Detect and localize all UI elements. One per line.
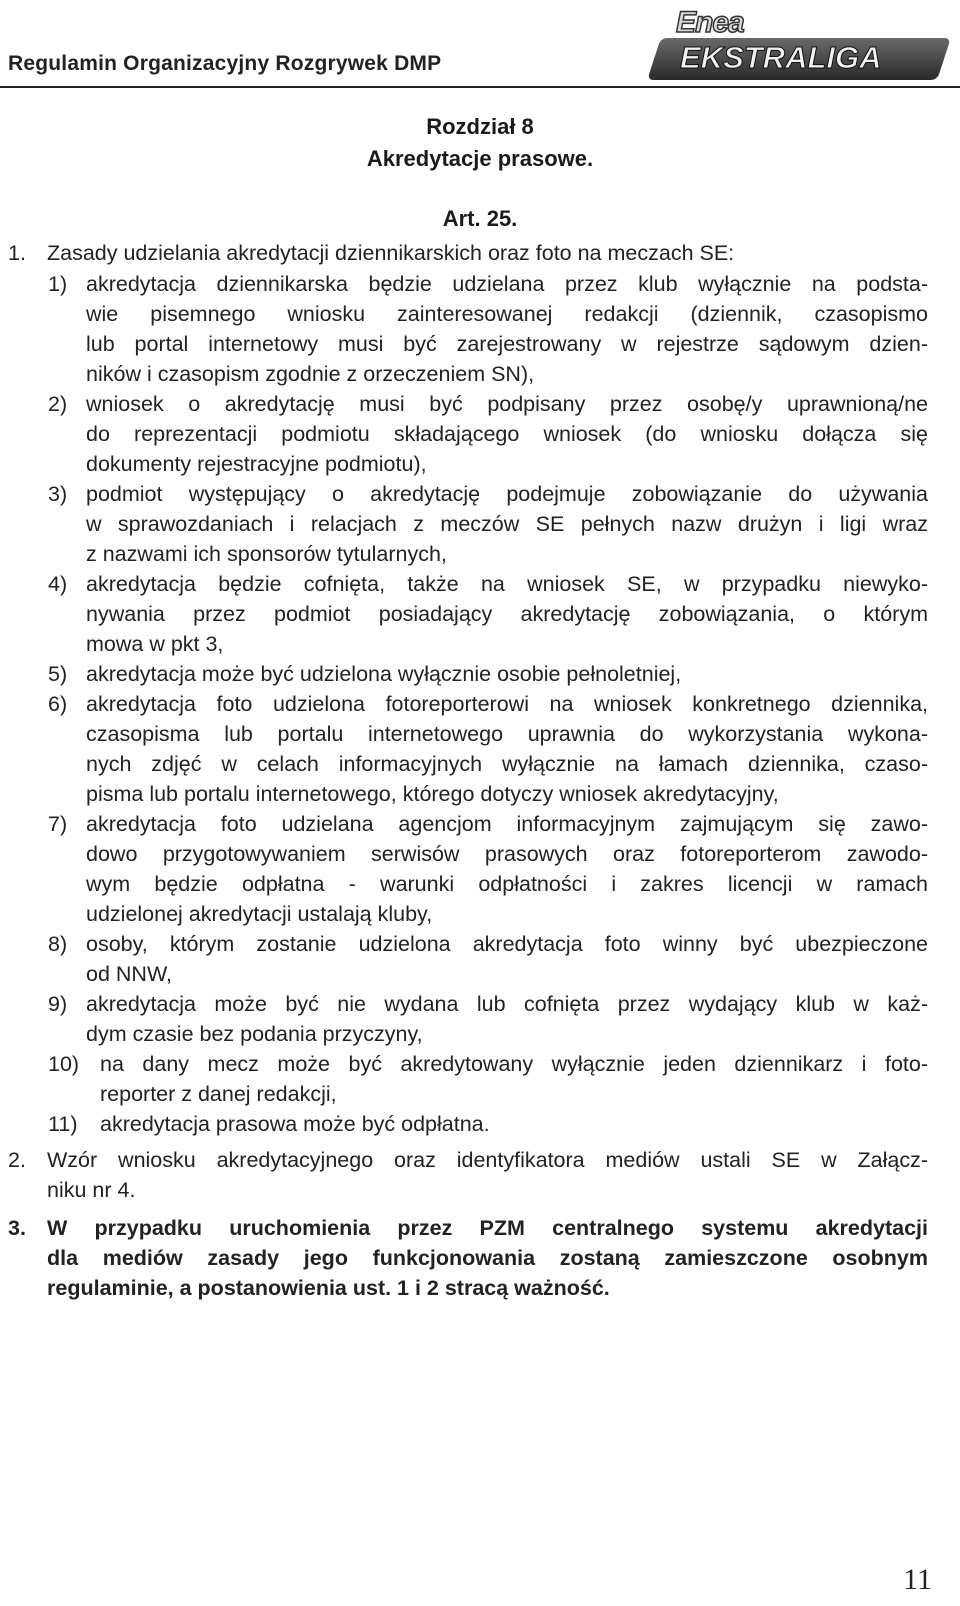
chapter-number: Rozdział 8: [426, 114, 534, 139]
body-text-line: nywania przez podmiot posiadający akredytację zobowiązania, o którym: [86, 602, 928, 626]
list-item-number: 2): [48, 392, 68, 416]
body-text-line: czasopisma lub portalu internetowego uprawnia do wykorzystania wykona-: [86, 722, 928, 746]
body-text-line: mowa w pkt 3,: [86, 632, 224, 656]
chapter-title: Akredytacje prasowe.: [366, 146, 594, 171]
body-text-line: W przypadku uruchomienia przez PZM centralnego systemu akredytacji: [47, 1216, 928, 1240]
body-text-line: akredytacja foto udzielona fotoreporterowi na wniosek konkretnego dziennika,: [86, 692, 928, 716]
body-text-line: nych zdjęć w celach informacyjnych wyłącznie na łamach dziennika, czaso-: [86, 752, 928, 776]
list-item-number: 10): [48, 1052, 80, 1076]
body-text-line: Zasady udzielania akredytacji dziennikarskich oraz foto na meczach SE:: [47, 241, 735, 265]
document-title: Regulamin Organizacyjny Rozgrywek DMP: [8, 52, 442, 75]
body-text-line: od NNW,: [86, 962, 173, 986]
body-text-line: dym czasie bez podania przyczyny,: [86, 1022, 423, 1046]
list-item-number: 4): [48, 572, 68, 596]
body-text-line: reporter z danej redakcji,: [100, 1082, 337, 1106]
body-text-line: niku nr 4.: [47, 1178, 136, 1202]
body-text-line: wniosek o akredytację musi być podpisany przez osobę/y uprawnioną/ne: [86, 392, 928, 416]
list-item-number: 11): [48, 1112, 78, 1136]
list-item-number: 2.: [8, 1148, 26, 1172]
list-item-number: 9): [48, 992, 68, 1016]
logo-enea-text: Enea: [676, 6, 744, 39]
list-item-number: 6): [48, 692, 68, 716]
body-text-line: udzielonej akredytacji ustalają kluby,: [86, 902, 433, 926]
body-text-line: ników i czasopism zgodnie z orzeczeniem SN),: [86, 362, 535, 386]
body-text-line: dokumenty rejestracyjne podmiotu),: [86, 452, 427, 476]
body-text-line: w sprawozdaniach i relacjach z meczów SE pełnych nazw drużyn i ligi wraz: [86, 512, 928, 536]
list-item-number: 1): [48, 272, 68, 296]
body-text-line: lub portal internetowy musi być zarejestrowany w rejestrze sądowym dzien-: [86, 332, 928, 356]
body-text-line: na dany mecz może być akredytowany wyłącznie jeden dziennikarz i foto-: [100, 1052, 928, 1076]
body-text-line: do reprezentacji podmiotu składającego wniosek (do wniosku dołącza się: [86, 422, 928, 446]
body-text-line: akredytacja może być udzielona wyłącznie osobie pełnoletniej,: [86, 662, 682, 686]
body-text-line: regulaminie, a postanowienia ust. 1 i 2 stracą ważność.: [47, 1276, 610, 1300]
page-header: [0, 0, 960, 88]
article-number: Art. 25.: [442, 206, 518, 231]
list-item-number: 1.: [8, 241, 26, 265]
list-item-number: 3.: [8, 1216, 26, 1240]
list-item-number: 5): [48, 662, 68, 686]
body-text-line: dla mediów zasady jego funkcjonowania zostaną zamieszczone osobnym: [47, 1246, 928, 1270]
list-item-number: 8): [48, 932, 68, 956]
body-text-line: akredytacja dziennikarska będzie udzielana przez klub wyłącznie na podsta-: [86, 272, 928, 296]
body-text-line: osoby, którym zostanie udzielona akredytacja foto winny być ubezpieczone: [86, 932, 928, 956]
body-text-line: akredytacja foto udzielana agencjom informacyjnym zajmującym się zawo-: [86, 812, 928, 836]
body-text-line: akredytacja prasowa może być odpłatna.: [100, 1112, 490, 1136]
body-text-line: akredytacja będzie cofnięta, także na wniosek SE, w przypadku niewyko-: [86, 572, 928, 596]
body-text-line: wym będzie odpłatna - warunki odpłatności i zakres licencji w ramach: [86, 872, 928, 896]
list-item-number: 7): [48, 812, 68, 836]
page-number: 11: [903, 1563, 932, 1596]
body-text-line: z nazwami ich sponsorów tytularnych,: [86, 542, 447, 566]
body-text-line: podmiot występujący o akredytację podejmuje zobowiązanie do używania: [86, 482, 928, 506]
list-item-number: 3): [48, 482, 68, 506]
body-text-line: wie pisemnego wniosku zainteresowanej redakcji (dziennik, czasopismo: [86, 302, 928, 326]
body-text-line: pisma lub portalu internetowego, którego dotyczy wniosek akredytacyjny,: [86, 782, 779, 806]
body-text-line: dowo przygotowywaniem serwisów prasowych oraz fotoreporterom zawodo-: [86, 842, 928, 866]
ekstraliga-logo: [646, 2, 952, 84]
logo-ekstraliga-text: EKSTRALIGA: [680, 40, 882, 75]
body-text-line: akredytacja może być nie wydana lub cofnięta przez wydający klub w każ-: [86, 992, 928, 1016]
body-text-line: Wzór wniosku akredytacyjnego oraz identyfikatora mediów ustali SE w Załącz-: [47, 1148, 928, 1172]
